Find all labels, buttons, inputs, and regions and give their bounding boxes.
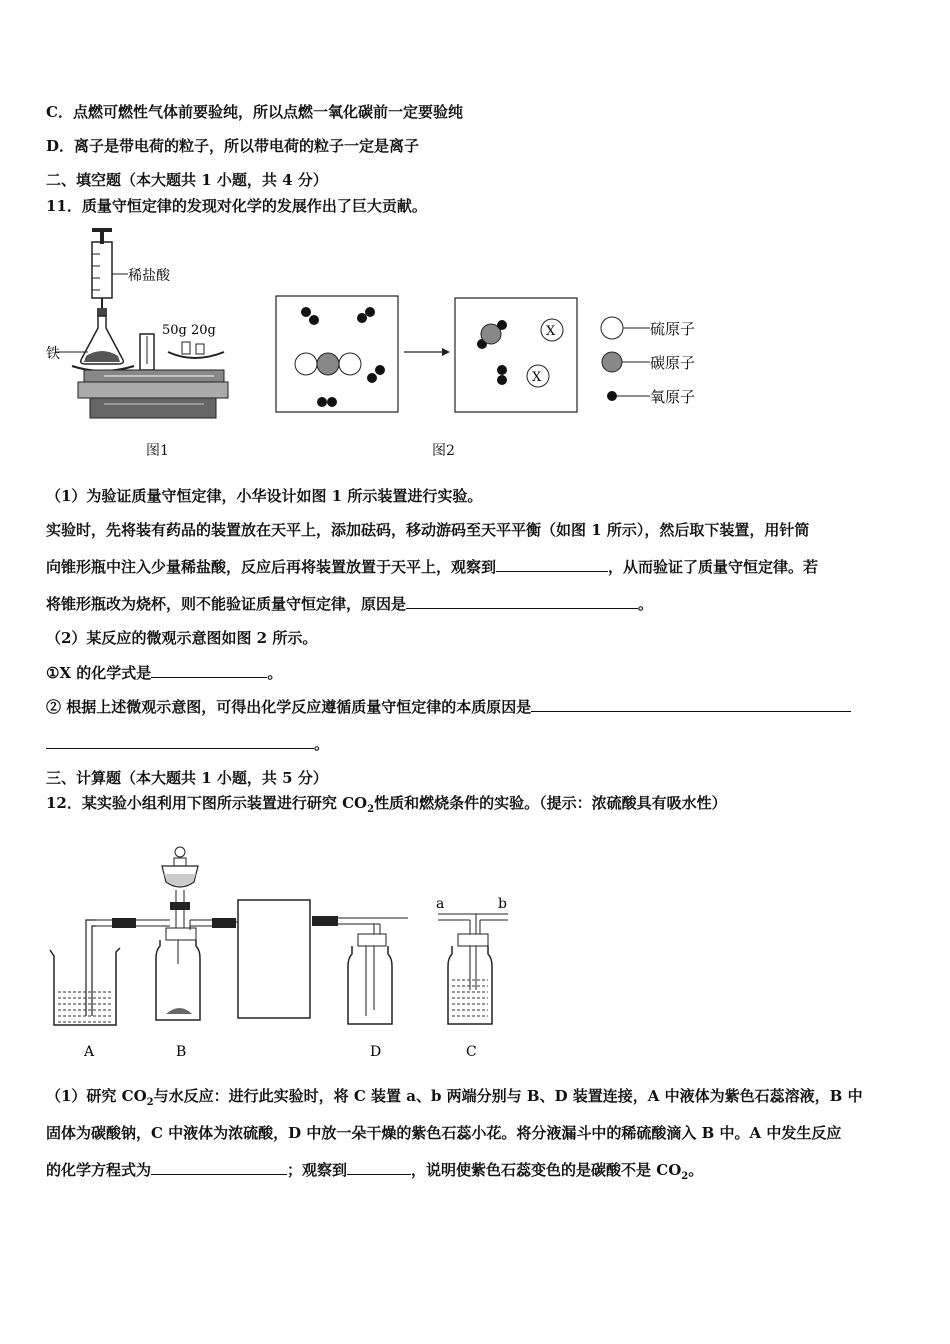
q11-part2-q2-end: 。: [314, 735, 330, 753]
answer-blank-observation[interactable]: [496, 557, 608, 572]
legend-sulfur: 硫原子: [650, 320, 696, 338]
option-d: D．离子是带电荷的粒子，所以带电荷的粒子一定是离子: [46, 137, 420, 155]
label-acid: 稀盐酸: [128, 268, 170, 284]
q12-part1-line1: [46, 1086, 863, 1113]
apparatus-label-a: A: [84, 1044, 95, 1060]
q12-part1-line1-b: 与水反应：进行此实验时，将 C 装置 a、b 两端分别与 B、D 装置连接，A 中液体为紫色石蕊溶液，B 中: [153, 1087, 863, 1105]
q12-stem-a: 12．某实验小组利用下图所示装置进行研究 CO: [46, 794, 368, 812]
q12-part1-line3-a: 的化学方程式为: [46, 1161, 152, 1179]
apparatus-label-b: B: [176, 1044, 187, 1060]
q11-part1-line3-end: 。: [638, 595, 654, 613]
q11-part2-q1-end: 。: [267, 664, 283, 682]
legend-carbon: 碳原子: [650, 354, 696, 372]
q12-part1-line1-sub: 2: [146, 1097, 154, 1108]
section3-heading: 三、计算题（本大题共 1 小题，共 5 分）: [46, 769, 328, 787]
port-label-a: a: [436, 896, 445, 912]
section2-heading: 二、填空题（本大题共 1 小题，共 4 分）: [46, 171, 328, 189]
q12-part1-line3-c: ，说明使紫色石蕊变色的是碳酸不是 CO: [411, 1161, 682, 1179]
port-label-b: b: [498, 896, 507, 912]
q11-part2-q1: [46, 663, 282, 683]
q11-part2-q1-text: ①X 的化学式是: [46, 664, 152, 682]
q11-part2-q2-text: ② 根据上述微观示意图，可得出化学反应遵循质量守恒定律的本质原因是: [46, 698, 532, 716]
q12-part1-line3-sub: 2: [681, 1171, 689, 1182]
q12-part1-line2: 固体为碳酸钠，C 中液体为浓硫酸，D 中放一朵干燥的紫色石蕊小花。将分液漏斗中的稀硫酸滴入 B 中。A 中发生反应: [46, 1124, 842, 1142]
q11-part2-intro: （2）某反应的微观示意图如图 2 所示。: [46, 629, 318, 647]
answer-blank-reason[interactable]: [406, 594, 638, 609]
figure-apparatus: [40, 830, 530, 1066]
legend-oxygen: 氧原子: [650, 388, 696, 406]
answer-blank-essence-1[interactable]: [531, 697, 851, 712]
figure-2-micro-reaction: [270, 290, 710, 420]
q12-stem-b: 性质和燃烧条件的实验。（提示：浓硫酸具有吸水性）: [374, 794, 727, 812]
q11-part2-q2: [46, 697, 851, 717]
figure-2-caption: 图2: [432, 443, 455, 459]
q11-part1-line3: [46, 594, 653, 614]
q12-part1-line1-a: （1）研究 CO: [46, 1087, 147, 1105]
q12-part1-line3-b: ；观察到: [287, 1161, 348, 1179]
q12-stem: [46, 793, 727, 820]
q11-part1-intro: （1）为验证质量守恒定律，小华设计如图 1 所示装置进行实验。: [46, 487, 483, 505]
answer-blank-phenomenon[interactable]: [347, 1160, 411, 1175]
label-iron: 铁: [46, 346, 60, 362]
q11-part1-line3-text: 将锥形瓶改为烧杯，则不能验证质量守恒定律，原因是: [46, 595, 407, 613]
figure-1-balance: [44, 224, 244, 424]
label-weights: 50g 20g: [162, 323, 216, 338]
q12-part1-line3: [46, 1160, 703, 1187]
apparatus-label-d: D: [370, 1044, 382, 1060]
q11-part1-line2-end: ，从而验证了质量守恒定律。若: [608, 558, 819, 576]
answer-blank-x-formula[interactable]: [151, 663, 267, 678]
q11-part1-line2: [46, 557, 818, 577]
answer-blank-equation[interactable]: [151, 1160, 287, 1175]
q12-stem-sub: 2: [367, 804, 375, 815]
apparatus-label-c: C: [466, 1044, 477, 1060]
option-c: C．点燃可燃性气体前要验纯，所以点燃一氧化碳前一定要验纯: [46, 103, 463, 121]
q11-part2-q2-cont: [46, 734, 329, 754]
q11-part1-line1: 实验时，先将装有药品的装置放在天平上，添加砝码，移动游码至天平平衡（如图 1 所示），然后取下装置，用针筒: [46, 521, 810, 539]
answer-blank-essence-2[interactable]: [46, 734, 314, 749]
x-molecule-1: X: [546, 324, 556, 339]
x-molecule-2: X: [532, 370, 542, 385]
figure-1-caption: 图1: [146, 443, 169, 459]
q12-part1-line3-end: 。: [688, 1161, 704, 1179]
q11-part1-line2-text: 向锥形瓶中注入少量稀盐酸，反应后再将装置放置于天平上，观察到: [46, 558, 497, 576]
q11-stem: 11．质量守恒定律的发现对化学的发展作出了巨大贡献。: [46, 197, 427, 215]
